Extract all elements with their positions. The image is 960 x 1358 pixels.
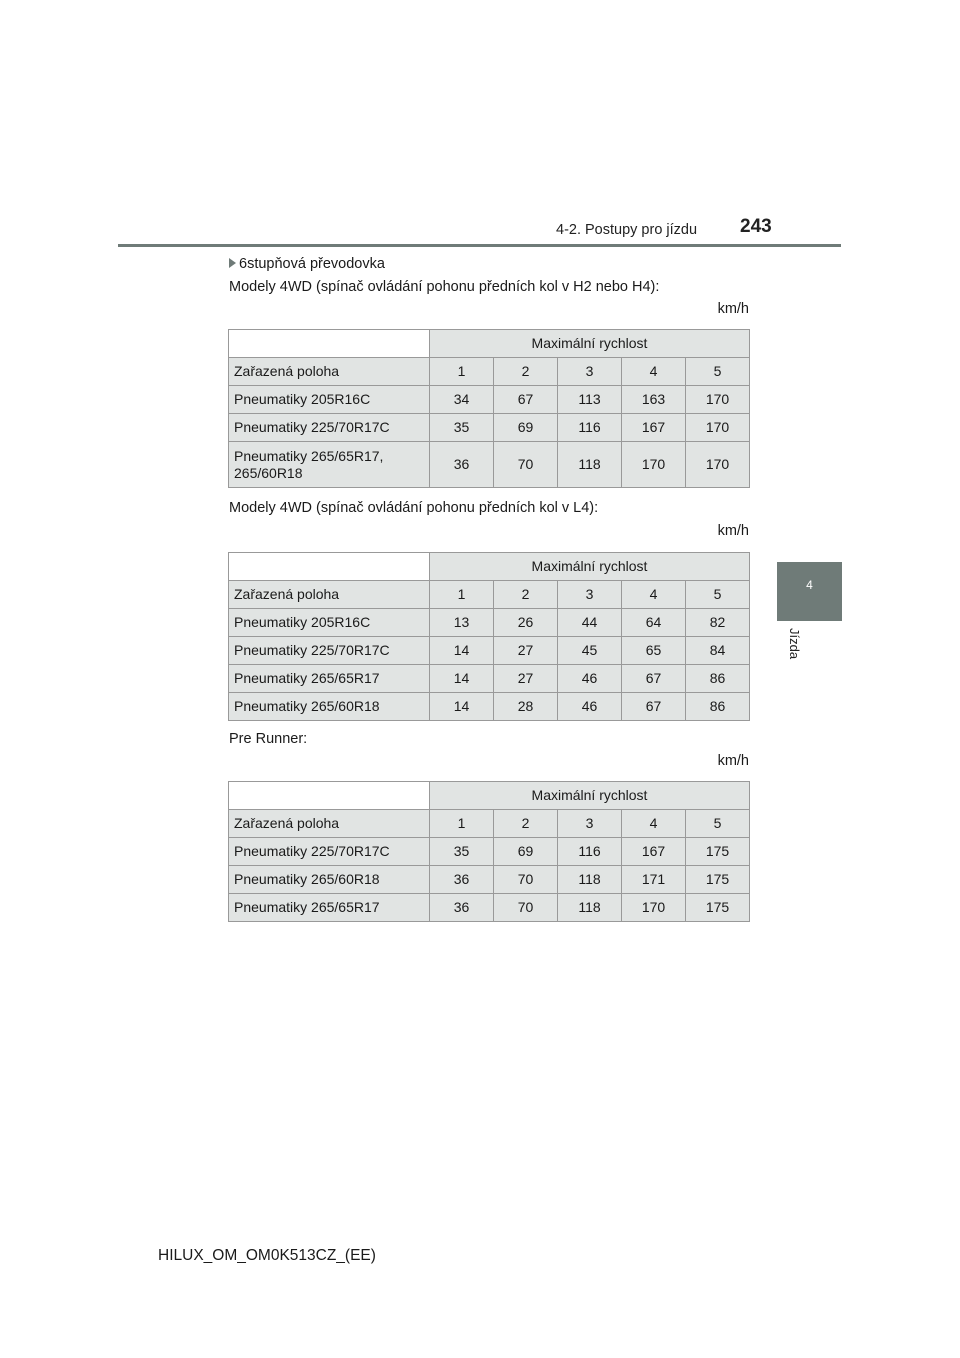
row-label-line: Pneumatiky 265/65R17, bbox=[234, 447, 384, 464]
chapter-tab bbox=[777, 562, 842, 621]
speed-cell: 28 bbox=[494, 693, 558, 721]
speed-cell: 175 bbox=[686, 838, 750, 866]
speed-cell: 27 bbox=[494, 665, 558, 693]
speed-cell: 69 bbox=[494, 838, 558, 866]
speed-cell: 67 bbox=[622, 693, 686, 721]
gear-cell: 4 bbox=[622, 810, 686, 838]
speed-cell: 170 bbox=[686, 414, 750, 442]
row-label-cell: Zařazená poloha bbox=[229, 358, 430, 386]
speed-cell: 13 bbox=[430, 609, 494, 637]
table-row bbox=[229, 358, 750, 386]
speed-cell: 175 bbox=[686, 894, 750, 922]
speed-cell: 86 bbox=[686, 693, 750, 721]
gear-cell: 2 bbox=[494, 810, 558, 838]
block-2-unit: km/h bbox=[717, 523, 749, 539]
speed-cell: 170 bbox=[622, 894, 686, 922]
gear-cell: 3 bbox=[558, 358, 622, 386]
bullet-heading bbox=[229, 256, 385, 272]
block-1-unit: km/h bbox=[717, 301, 749, 317]
gear-cell: 1 bbox=[430, 358, 494, 386]
speed-cell: 69 bbox=[494, 414, 558, 442]
speed-cell: 44 bbox=[558, 609, 622, 637]
block-1-intro: Modely 4WD (spínač ovládání pohonu předních kol v H2 nebo H4): bbox=[229, 279, 660, 295]
speed-cell: 67 bbox=[494, 386, 558, 414]
speed-cell: 65 bbox=[622, 637, 686, 665]
table-row bbox=[229, 581, 750, 609]
speed-table-3 bbox=[228, 781, 750, 922]
speed-cell: 14 bbox=[430, 637, 494, 665]
speed-cell: 170 bbox=[622, 442, 686, 488]
row-label-cell: Pneumatiky 225/70R17C bbox=[229, 838, 430, 866]
gear-cell: 4 bbox=[622, 358, 686, 386]
table-row bbox=[229, 414, 750, 442]
group-header-cell: Maximální rychlost bbox=[430, 330, 750, 358]
table-corner-cell bbox=[229, 330, 430, 358]
table-corner-cell bbox=[229, 553, 430, 581]
table-row bbox=[229, 609, 750, 637]
row-label-line: 265/60R18 bbox=[234, 464, 303, 481]
row-label-cell: Pneumatiky 225/70R17C bbox=[229, 637, 430, 665]
triangle-bullet-icon bbox=[229, 258, 236, 268]
speed-cell: 46 bbox=[558, 665, 622, 693]
speed-cell: 113 bbox=[558, 386, 622, 414]
table-row bbox=[229, 782, 750, 810]
table-row bbox=[229, 330, 750, 358]
speed-cell: 163 bbox=[622, 386, 686, 414]
group-header-cell: Maximální rychlost bbox=[430, 782, 750, 810]
speed-cell: 70 bbox=[494, 866, 558, 894]
table-row bbox=[229, 838, 750, 866]
speed-cell: 116 bbox=[558, 838, 622, 866]
block-2-intro: Modely 4WD (spínač ovládání pohonu předních kol v L4): bbox=[229, 500, 599, 516]
page-number: 243 bbox=[740, 216, 772, 237]
gear-cell: 1 bbox=[430, 581, 494, 609]
header-rule bbox=[118, 244, 841, 247]
row-label-cell: Pneumatiky 265/60R18 bbox=[229, 866, 430, 894]
table-row bbox=[229, 637, 750, 665]
speed-cell: 118 bbox=[558, 894, 622, 922]
table-row bbox=[229, 386, 750, 414]
row-label-cell bbox=[229, 442, 430, 488]
speed-cell: 14 bbox=[430, 693, 494, 721]
gear-cell: 5 bbox=[686, 810, 750, 838]
table-row bbox=[229, 665, 750, 693]
gear-cell: 5 bbox=[686, 581, 750, 609]
speed-cell: 175 bbox=[686, 866, 750, 894]
speed-cell: 46 bbox=[558, 693, 622, 721]
table-row bbox=[229, 810, 750, 838]
speed-cell: 116 bbox=[558, 414, 622, 442]
gear-cell: 3 bbox=[558, 810, 622, 838]
table-corner-cell bbox=[229, 782, 430, 810]
table-row bbox=[229, 894, 750, 922]
running-header-section: 4-2. Postupy pro jízdu bbox=[556, 222, 698, 238]
gear-cell: 2 bbox=[494, 581, 558, 609]
speed-cell: 70 bbox=[494, 442, 558, 488]
row-label-cell: Pneumatiky 265/65R17 bbox=[229, 894, 430, 922]
block-3-intro: Pre Runner: bbox=[229, 731, 308, 747]
chapter-title: Jízda bbox=[787, 628, 802, 660]
footer-document-code: HILUX_OM_OM0K513CZ_(EE) bbox=[158, 1247, 376, 1264]
row-label-cell: Pneumatiky 225/70R17C bbox=[229, 414, 430, 442]
speed-cell: 67 bbox=[622, 665, 686, 693]
row-label-cell: Zařazená poloha bbox=[229, 810, 430, 838]
speed-cell: 70 bbox=[494, 894, 558, 922]
speed-cell: 14 bbox=[430, 665, 494, 693]
gear-cell: 2 bbox=[494, 358, 558, 386]
speed-cell: 170 bbox=[686, 386, 750, 414]
speed-cell: 36 bbox=[430, 442, 494, 488]
speed-cell: 36 bbox=[430, 866, 494, 894]
speed-table-1 bbox=[228, 329, 750, 488]
speed-table-2 bbox=[228, 552, 750, 721]
gear-cell: 3 bbox=[558, 581, 622, 609]
speed-cell: 170 bbox=[686, 442, 750, 488]
speed-cell: 84 bbox=[686, 637, 750, 665]
speed-cell: 82 bbox=[686, 609, 750, 637]
row-label-cell: Zařazená poloha bbox=[229, 581, 430, 609]
gear-cell: 5 bbox=[686, 358, 750, 386]
speed-cell: 171 bbox=[622, 866, 686, 894]
table-row bbox=[229, 693, 750, 721]
speed-cell: 26 bbox=[494, 609, 558, 637]
row-label-cell: Pneumatiky 265/65R17 bbox=[229, 665, 430, 693]
speed-cell: 35 bbox=[430, 838, 494, 866]
row-label-cell: Pneumatiky 205R16C bbox=[229, 386, 430, 414]
speed-cell: 64 bbox=[622, 609, 686, 637]
block-3-unit: km/h bbox=[717, 753, 749, 769]
table-row bbox=[229, 553, 750, 581]
speed-cell: 36 bbox=[430, 894, 494, 922]
gear-cell: 1 bbox=[430, 810, 494, 838]
table-row bbox=[229, 442, 750, 488]
chapter-number: 4 bbox=[806, 578, 813, 592]
speed-cell: 35 bbox=[430, 414, 494, 442]
row-label-cell: Pneumatiky 205R16C bbox=[229, 609, 430, 637]
speed-cell: 34 bbox=[430, 386, 494, 414]
speed-cell: 27 bbox=[494, 637, 558, 665]
speed-cell: 167 bbox=[622, 838, 686, 866]
row-label-cell: Pneumatiky 265/60R18 bbox=[229, 693, 430, 721]
speed-cell: 118 bbox=[558, 866, 622, 894]
group-header-cell: Maximální rychlost bbox=[430, 553, 750, 581]
speed-cell: 167 bbox=[622, 414, 686, 442]
speed-cell: 118 bbox=[558, 442, 622, 488]
speed-cell: 45 bbox=[558, 637, 622, 665]
speed-cell: 86 bbox=[686, 665, 750, 693]
table-row bbox=[229, 866, 750, 894]
bullet-heading-text: 6stupňová převodovka bbox=[239, 256, 385, 272]
gear-cell: 4 bbox=[622, 581, 686, 609]
